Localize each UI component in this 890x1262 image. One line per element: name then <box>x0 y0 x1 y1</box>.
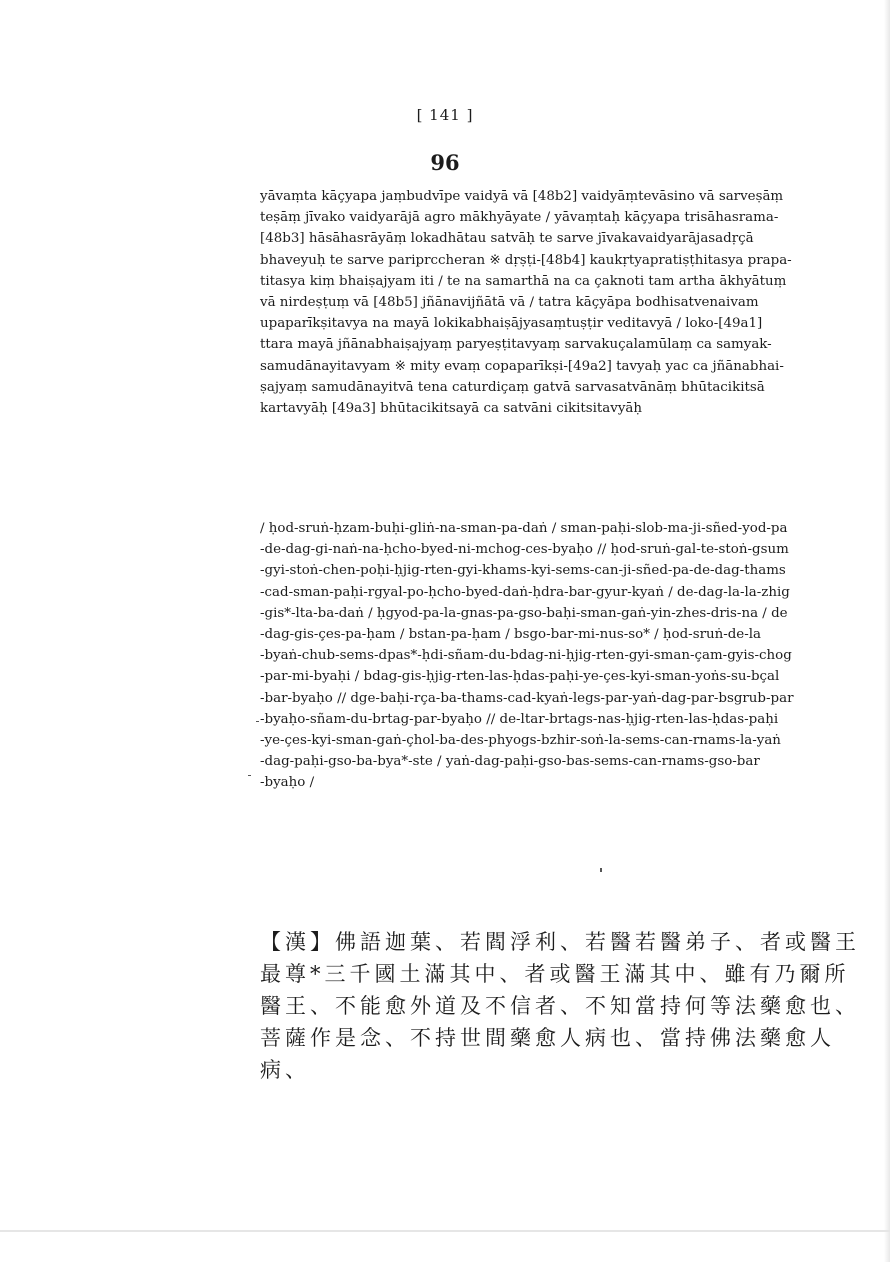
section-number: 96 <box>430 150 460 175</box>
tibetan-line: -ye-çes-kyi-sman-gaṅ-çhol-ba-des-phyogs-bzhir-soṅ-la-sems-can-rnams-la-yaṅ <box>260 733 781 749</box>
sanskrit-line: teṣāṃ jīvako vaidyarājā agro mākhyāyate / yāvaṃtaḥ kāçyapa trisāhasrama- <box>260 210 779 226</box>
chinese-line: 【漢】佛語迦葉、若閻浮利、若醫若醫弟子、者或醫王 <box>260 930 860 954</box>
chinese-line: 菩薩作是念、不持世間藥愈人病也、當持佛法藥愈人 <box>260 1026 835 1050</box>
tibetan-line: -gyi-stoṅ-chen-poḥi-ḥjig-rten-gyi-khams-kyi-sems-can-ji-sñed-pa-de-dag-thams <box>260 563 786 579</box>
margin-mark <box>248 775 251 776</box>
sanskrit-line: titasya kiṃ bhaiṣajyam iti / te na samarthā na ca çaknoti tam artha ākhyātuṃ <box>260 273 787 289</box>
sanskrit-line: bhaveyuḥ te sarve pariprccheran ※ dṛṣṭi-[48b4] kaukṛtyapratiṣṭhitasya prapa- <box>260 252 792 268</box>
scan-edge <box>884 0 890 1262</box>
sanskrit-line: ṣajyaṃ samudānayitvā tena caturdiçaṃ gatvā sarvasatvānāṃ bhūtacikitsā <box>260 379 765 395</box>
margin-mark <box>600 868 602 872</box>
sanskrit-line: vā nirdeṣṭuṃ vā [48b5] jñānavijñātā vā / tatra kāçyāpa bodhisatvenaivam <box>260 295 759 311</box>
sanskrit-line: kartavyāḥ [49a3] bhūtacikitsayā ca satvāni cikitsitavyāḥ <box>260 401 643 417</box>
tibetan-line: -cad-sman-paḥi-rgyal-po-ḥcho-byed-daṅ-ḥdra-bar-gyur-kyaṅ / de-dag-la-la-zhig <box>260 584 790 600</box>
tibetan-text-block <box>260 518 794 794</box>
scan-bottom-edge <box>0 1230 890 1232</box>
tibetan-line: -gis*-lta-ba-daṅ / ḥgyod-pa-la-gnas-pa-gso-baḥi-sman-gaṅ-yin-zhes-dris-na / de <box>260 605 788 621</box>
chinese-line: 病、 <box>260 1058 310 1082</box>
sanskrit-line: ttara mayā jñānabhaiṣajyaṃ paryeṣṭitavyaṃ sarvakuçalamūlaṃ ca samyak- <box>260 337 772 353</box>
sanskrit-line: yāvaṃta kāçyapa jaṃbudvīpe vaidyā vā [48b2] vaidyāṃtevāsino vā sarveṣāṃ <box>260 189 784 204</box>
tibetan-line: -dag-gis-çes-pa-ḥam / bstan-pa-ḥam / bsgo-bar-mi-nus-so* / ḥod-sruṅ-de-la <box>260 627 762 643</box>
tibetan-line: -byaḥo-sñam-du-brtag-par-byaḥo // de-ltar-brtags-nas-ḥjig-rten-las-ḥdas-paḥi <box>260 711 779 727</box>
sanskrit-text-block <box>260 186 792 419</box>
sanskrit-line: upaparīkṣitavya na mayā lokikabhaiṣājyasaṃtuṣṭir veditavyā / loko-[49a1] <box>260 316 763 332</box>
tibetan-line: -dag-paḥi-gso-ba-bya*-ste / yaṅ-dag-paḥi-gso-bas-sems-can-rnams-gso-bar <box>260 754 760 770</box>
chinese-line: 醫王、不能愈外道及不信者、不知當持何等法藥愈也、 <box>260 994 860 1018</box>
page-number: [ 141 ] <box>416 106 474 124</box>
margin-mark <box>256 721 259 722</box>
chinese-text-block <box>260 926 860 1086</box>
tibetan-line: -bar-byaḥo // dge-baḥi-rça-ba-thams-cad-kyaṅ-legs-par-yaṅ-dag-par-bsgrub-par <box>260 690 794 706</box>
tibetan-line: -byaḥo / <box>260 775 315 791</box>
tibetan-line: -de-dag-gi-naṅ-na-ḥcho-byed-ni-mchog-ces-byaḥo // ḥod-sruṅ-gal-te-stoṅ-gsum <box>260 542 789 558</box>
tibetan-line: -byaṅ-chub-sems-dpas*-ḥdi-sñam-du-bdag-ni-ḥjig-rten-gyi-sman-çam-gyis-chog <box>260 648 792 664</box>
tibetan-line: / ḥod-sruṅ-ḥzam-buḥi-gliṅ-na-sman-pa-daṅ / sman-paḥi-slob-ma-ji-sñed-yod-pa <box>260 521 788 536</box>
tibetan-line: -par-mi-byaḥi / bdag-gis-ḥjig-rten-las-ḥdas-paḥi-ye-çes-kyi-sman-yoṅs-su-bçal <box>260 669 780 685</box>
sanskrit-line: [48b3] hāsāhasrāyāṃ lokadhātau satvāḥ te sarve jīvakavaidyarājasadṛçā <box>260 231 754 247</box>
sanskrit-line: samudānayitavyam ※ mity evaṃ copaparīkṣi-[49a2] tavyaḥ yac ca jñānabhai- <box>260 358 784 374</box>
chinese-line: 最尊*三千國土滿其中、者或醫王滿其中、雖有乃爾所 <box>260 962 850 986</box>
